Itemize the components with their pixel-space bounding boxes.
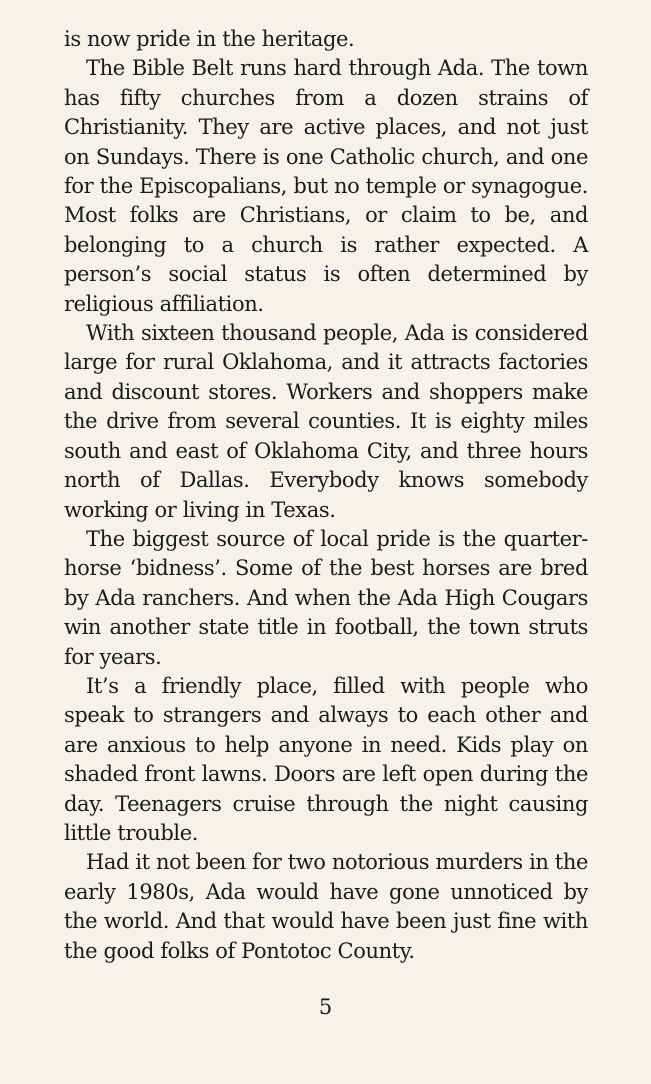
paragraph-murders: Had it not been for two notorious murders in the early 1980s, Ada would have gone unnoticed by the world. And that would have been just fine with the good folks of Pontotoc County. [64, 850, 588, 963]
paragraph-local-pride: The biggest source of local pride is the quarter-horse ‘bidness’. Some of the best horses are bred by Ada ranchers. And when the Ada High Cougars win another state title in football, the town struts for years. [64, 526, 588, 669]
paragraph-population: With sixteen thousand people, Ada is considered large for rural Oklahoma, and it attracts factories and discount stores. Workers and shoppers make the drive from several counties. It is eighty miles south and east of Oklahoma City, and three hours north of Dallas. Everybody knows somebody working or living in Texas. [64, 321, 588, 522]
paragraph-friendly-place: It’s a friendly place, filled with people who speak to strangers and always to each other and are anxious to help anyone in need. Kids play on shaded front lawns. Doors are left open during the day. Teenagers cruise through the night causing little trouble. [64, 673, 588, 845]
paragraph-continuation: is now pride in the heritage. [64, 27, 355, 51]
page-number: 5 [318, 995, 333, 1019]
paragraph-bible-belt: The Bible Belt runs hard through Ada. The town has fifty churches from a dozen strains of Christianity. They are active places, and not just on Sundays. There is one Catholic church, and one for the Episcopalians, but no temple or synagogue. Most folks are Christians, or claim to be, and belonging to a church is rather expected. A person’s social status is often determined by religious affiliation. [64, 56, 588, 316]
body-text [64, 25, 588, 966]
